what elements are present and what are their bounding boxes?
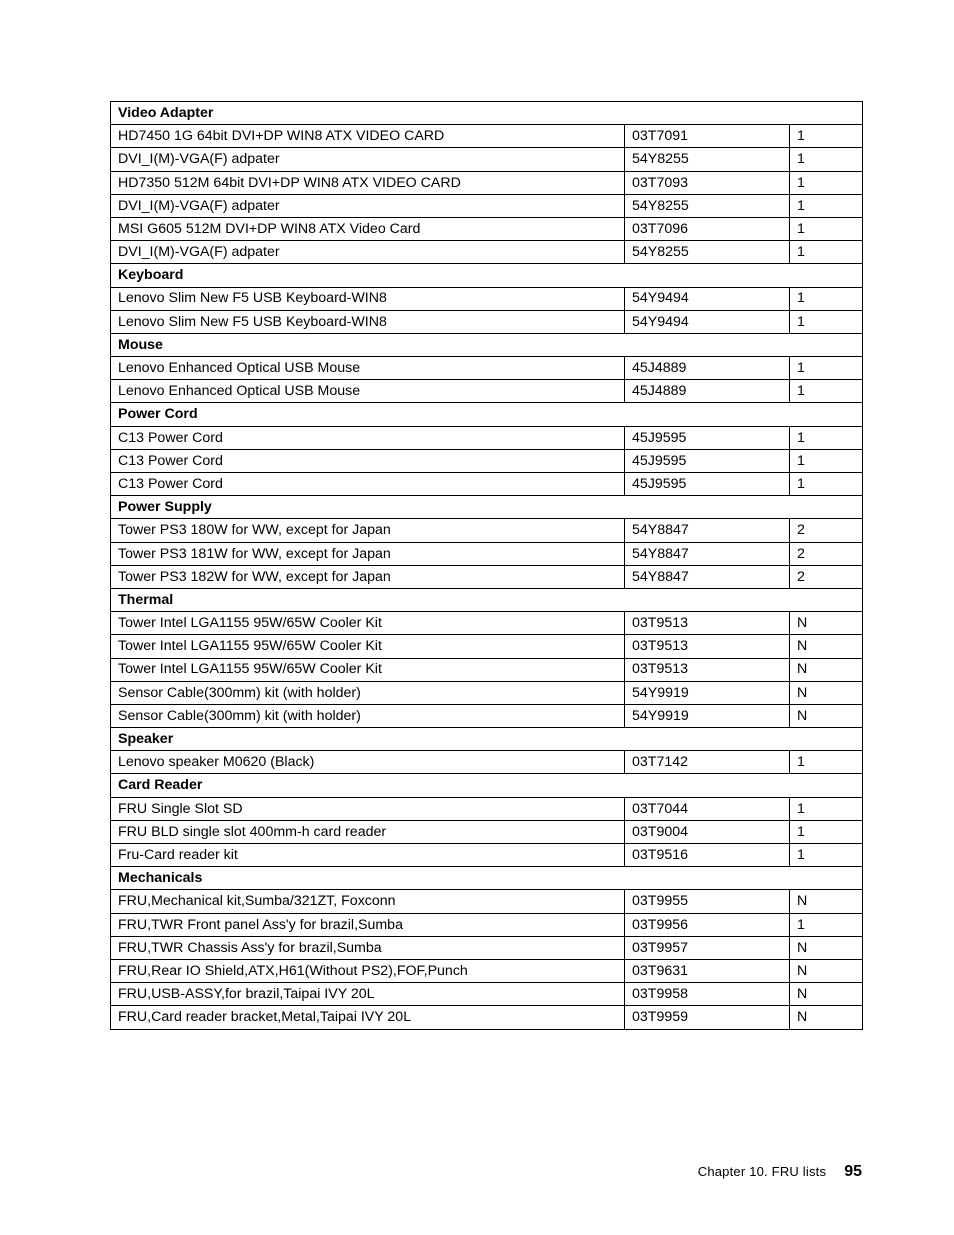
- table-row: [111, 565, 863, 588]
- part-description: Tower Intel LGA1155 95W/65W Cooler Kit: [111, 612, 625, 635]
- part-number: 03T9958: [625, 983, 790, 1006]
- section-title: Power Cord: [111, 403, 863, 426]
- table-row: [111, 704, 863, 727]
- part-quantity: N: [790, 612, 863, 635]
- part-quantity: N: [790, 936, 863, 959]
- part-quantity: 1: [790, 913, 863, 936]
- table-row: [111, 681, 863, 704]
- part-number: 03T7093: [625, 171, 790, 194]
- table-row: [111, 380, 863, 403]
- part-number: 03T9004: [625, 820, 790, 843]
- part-quantity: 2: [790, 519, 863, 542]
- part-quantity: N: [790, 635, 863, 658]
- section-header-row: [111, 774, 863, 797]
- table-row: [111, 751, 863, 774]
- section-title: Mechanicals: [111, 867, 863, 890]
- page-footer: [698, 1163, 862, 1181]
- table-row: [111, 1006, 863, 1029]
- table-row: [111, 426, 863, 449]
- part-description: FRU Single Slot SD: [111, 797, 625, 820]
- part-description: MSI G605 512M DVI+DP WIN8 ATX Video Card: [111, 217, 625, 240]
- part-number: 03T9956: [625, 913, 790, 936]
- part-description: DVI_I(M)-VGA(F) adpater: [111, 241, 625, 264]
- part-description: C13 Power Cord: [111, 473, 625, 496]
- table-row: [111, 983, 863, 1006]
- table-row: [111, 148, 863, 171]
- table-row: [111, 913, 863, 936]
- part-quantity: 1: [790, 217, 863, 240]
- part-description: Tower Intel LGA1155 95W/65W Cooler Kit: [111, 635, 625, 658]
- part-quantity: 1: [790, 797, 863, 820]
- part-quantity: 1: [790, 844, 863, 867]
- part-number: 45J9595: [625, 449, 790, 472]
- part-description: Lenovo Enhanced Optical USB Mouse: [111, 380, 625, 403]
- part-quantity: 1: [790, 125, 863, 148]
- part-number: 54Y8255: [625, 148, 790, 171]
- table-row: [111, 519, 863, 542]
- part-quantity: 1: [790, 310, 863, 333]
- page-number: 95: [844, 1163, 862, 1180]
- section-title: Mouse: [111, 333, 863, 356]
- part-number: 54Y8847: [625, 565, 790, 588]
- part-number: 54Y8847: [625, 519, 790, 542]
- part-description: Lenovo Slim New F5 USB Keyboard-WIN8: [111, 287, 625, 310]
- section-title: Card Reader: [111, 774, 863, 797]
- part-number: 54Y9919: [625, 681, 790, 704]
- section-header-row: [111, 588, 863, 611]
- part-quantity: N: [790, 983, 863, 1006]
- part-quantity: 1: [790, 751, 863, 774]
- part-description: Lenovo speaker M0620 (Black): [111, 751, 625, 774]
- part-description: FRU,TWR Front panel Ass'y for brazil,Sumba: [111, 913, 625, 936]
- table-row: [111, 171, 863, 194]
- section-title: Video Adapter: [111, 102, 863, 125]
- table-row: [111, 217, 863, 240]
- table-row: [111, 959, 863, 982]
- part-description: Tower Intel LGA1155 95W/65W Cooler Kit: [111, 658, 625, 681]
- table-row: [111, 635, 863, 658]
- part-description: FRU,Rear IO Shield,ATX,H61(Without PS2),FOF,Punch: [111, 959, 625, 982]
- part-description: FRU BLD single slot 400mm-h card reader: [111, 820, 625, 843]
- part-quantity: N: [790, 959, 863, 982]
- table-row: [111, 241, 863, 264]
- part-description: Lenovo Slim New F5 USB Keyboard-WIN8: [111, 310, 625, 333]
- part-number: 03T9957: [625, 936, 790, 959]
- part-description: FRU,Card reader bracket,Metal,Taipai IVY 20L: [111, 1006, 625, 1029]
- part-quantity: 1: [790, 357, 863, 380]
- part-description: Lenovo Enhanced Optical USB Mouse: [111, 357, 625, 380]
- part-number: 03T9513: [625, 612, 790, 635]
- part-description: Sensor Cable(300mm) kit (with holder): [111, 704, 625, 727]
- section-header-row: [111, 728, 863, 751]
- table-row: [111, 936, 863, 959]
- part-description: Sensor Cable(300mm) kit (with holder): [111, 681, 625, 704]
- table-row: [111, 797, 863, 820]
- part-quantity: 1: [790, 449, 863, 472]
- part-number: 54Y8847: [625, 542, 790, 565]
- part-quantity: 1: [790, 380, 863, 403]
- part-number: 54Y9494: [625, 310, 790, 333]
- part-quantity: N: [790, 704, 863, 727]
- part-number: 03T7096: [625, 217, 790, 240]
- fru-table-body: [111, 102, 863, 1030]
- fru-table: [110, 101, 863, 1030]
- section-title: Thermal: [111, 588, 863, 611]
- part-number: 54Y9919: [625, 704, 790, 727]
- part-description: HD7450 1G 64bit DVI+DP WIN8 ATX VIDEO CARD: [111, 125, 625, 148]
- section-header-row: [111, 102, 863, 125]
- part-description: HD7350 512M 64bit DVI+DP WIN8 ATX VIDEO CARD: [111, 171, 625, 194]
- part-description: Tower PS3 182W for WW, except for Japan: [111, 565, 625, 588]
- part-number: 45J4889: [625, 380, 790, 403]
- part-number: 45J9595: [625, 473, 790, 496]
- section-title: Keyboard: [111, 264, 863, 287]
- part-number: 54Y8255: [625, 194, 790, 217]
- part-number: 03T9516: [625, 844, 790, 867]
- part-description: FRU,Mechanical kit,Sumba/321ZT, Foxconn: [111, 890, 625, 913]
- part-quantity: N: [790, 658, 863, 681]
- table-row: [111, 658, 863, 681]
- table-row: [111, 125, 863, 148]
- table-row: [111, 890, 863, 913]
- part-number: 45J4889: [625, 357, 790, 380]
- part-quantity: N: [790, 1006, 863, 1029]
- table-row: [111, 844, 863, 867]
- table-row: [111, 612, 863, 635]
- part-number: 03T9513: [625, 635, 790, 658]
- section-title: Speaker: [111, 728, 863, 751]
- part-quantity: N: [790, 681, 863, 704]
- part-number: 54Y8255: [625, 241, 790, 264]
- table-row: [111, 542, 863, 565]
- part-quantity: 2: [790, 565, 863, 588]
- section-header-row: [111, 496, 863, 519]
- part-number: 03T9513: [625, 658, 790, 681]
- part-number: 03T7091: [625, 125, 790, 148]
- part-quantity: 1: [790, 194, 863, 217]
- table-row: [111, 287, 863, 310]
- table-row: [111, 820, 863, 843]
- table-row: [111, 473, 863, 496]
- part-description: DVI_I(M)-VGA(F) adpater: [111, 194, 625, 217]
- section-header-row: [111, 403, 863, 426]
- part-description: C13 Power Cord: [111, 426, 625, 449]
- part-quantity: 1: [790, 148, 863, 171]
- section-header-row: [111, 867, 863, 890]
- part-number: 03T9955: [625, 890, 790, 913]
- part-description: Tower PS3 180W for WW, except for Japan: [111, 519, 625, 542]
- section-header-row: [111, 333, 863, 356]
- part-quantity: 1: [790, 473, 863, 496]
- table-row: [111, 310, 863, 333]
- section-title: Power Supply: [111, 496, 863, 519]
- chapter-label: Chapter 10. FRU lists: [697, 1164, 827, 1179]
- part-number: 03T7142: [625, 751, 790, 774]
- part-quantity: 1: [790, 171, 863, 194]
- table-row: [111, 194, 863, 217]
- part-description: Fru-Card reader kit: [111, 844, 625, 867]
- part-description: Tower PS3 181W for WW, except for Japan: [111, 542, 625, 565]
- part-quantity: 1: [790, 287, 863, 310]
- part-number: 45J9595: [625, 426, 790, 449]
- table-row: [111, 357, 863, 380]
- part-description: FRU,TWR Chassis Ass'y for brazil,Sumba: [111, 936, 625, 959]
- part-number: 03T9959: [625, 1006, 790, 1029]
- part-number: 54Y9494: [625, 287, 790, 310]
- part-description: C13 Power Cord: [111, 449, 625, 472]
- section-header-row: [111, 264, 863, 287]
- part-number: 03T7044: [625, 797, 790, 820]
- part-quantity: 1: [790, 241, 863, 264]
- part-number: 03T9631: [625, 959, 790, 982]
- part-description: DVI_I(M)-VGA(F) adpater: [111, 148, 625, 171]
- part-quantity: 1: [790, 426, 863, 449]
- part-quantity: 1: [790, 820, 863, 843]
- part-description: FRU,USB-ASSY,for brazil,Taipai IVY 20L: [111, 983, 625, 1006]
- table-row: [111, 449, 863, 472]
- part-quantity: 2: [790, 542, 863, 565]
- part-quantity: N: [790, 890, 863, 913]
